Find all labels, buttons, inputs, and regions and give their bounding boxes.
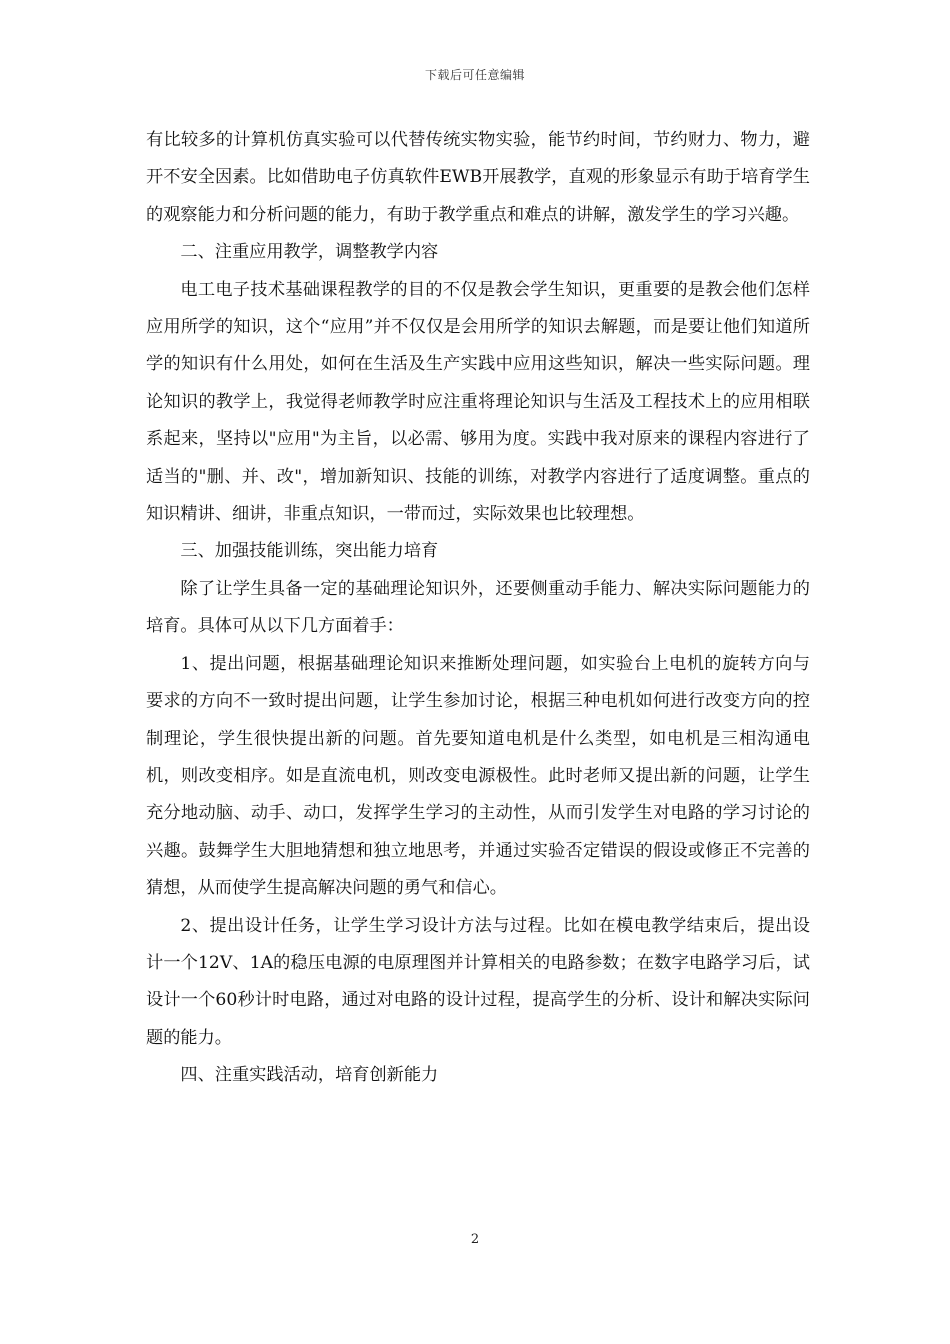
document-body: [146, 122, 810, 1095]
page-number: 2: [470, 1232, 480, 1247]
paragraph-skill-training-intro: 除了让学生具备一定的基础理论知识外，还要侧重动手能力、解决实际问题能力的培育。具体可从以下几方面着手：: [146, 578, 810, 637]
page-header: 下载后可任意编辑: [424, 68, 525, 82]
paragraph-item-2: 2、提出设计任务，让学生学习设计方法与过程。比如在模电教学结束后，提出设计一个12V、1A的稳压电源的电原理图并计算相关的电路参数；在数字电路学习后，试设计一个60秒计时电路，通过对电路的设计过程，提高学生的分析、设计和解决实际问题的能力。: [146, 915, 810, 1048]
section-heading-2: 二、注重应用教学，调整教学内容: [180, 242, 439, 263]
paragraph-application-teaching: 电工电子技术基础课程教学的目的不仅是教会学生知识，更重要的是教会他们怎样应用所学的知识，这个“应用”并不仅仅是会用所学的知识去解题，而是要让他们知道所学的知识有什么用处，如何在生活及生产实践中应用这些知识，解决一些实际问题。理论知识的教学上，我觉得老师教学时应注重将理论知识与生活及工程技术上的应用相联系起来，坚持以"应用"为主旨，以必需、够用为度。实践中我对原来的课程内容进行了适当的"删、并、改"，增加新知识、技能的训练，对教学内容进行了适度调整。重点的知识精讲、细讲，非重点知识，一带而过，实际效果也比较理想。: [146, 279, 810, 525]
section-heading-3: 三、加强技能训练，突出能力培育: [180, 541, 439, 562]
paragraph-item-1: 1、提出问题，根据基础理论知识来推断处理问题，如实验台上电机的旋转方向与要求的方向不一致时提出问题，让学生参加讨论，根据三种电机如何进行改变方向的控制理论，学生很快提出新的问题。首先要知道电机是什么类型，如电机是三相沟通电机，则改变相序。如是直流电机，则改变电源极性。此时老师又提出新的问题，让学生充分地动脑、动手、动口，发挥学生学习的主动性，从而引发学生对电路的学习讨论的兴趣。鼓舞学生大胆地猜想和独立地思考，并通过实验否定错误的假设或修正不完善的猜想，从而使学生提高解决问题的勇气和信心。: [146, 653, 810, 899]
paragraph-continuation: 有比较多的计算机仿真实验可以代替传统实物实验，能节约时间，节约财力、物力，避开不安全因素。比如借助电子仿真软件EWB开展教学，直观的形象显示有助于培育学生的观察能力和分析问题的能力，有助于教学重点和难点的讲解，激发学生的学习兴趣。: [146, 130, 810, 225]
section-heading-4: 四、注重实践活动，培育创新能力: [180, 1065, 439, 1086]
